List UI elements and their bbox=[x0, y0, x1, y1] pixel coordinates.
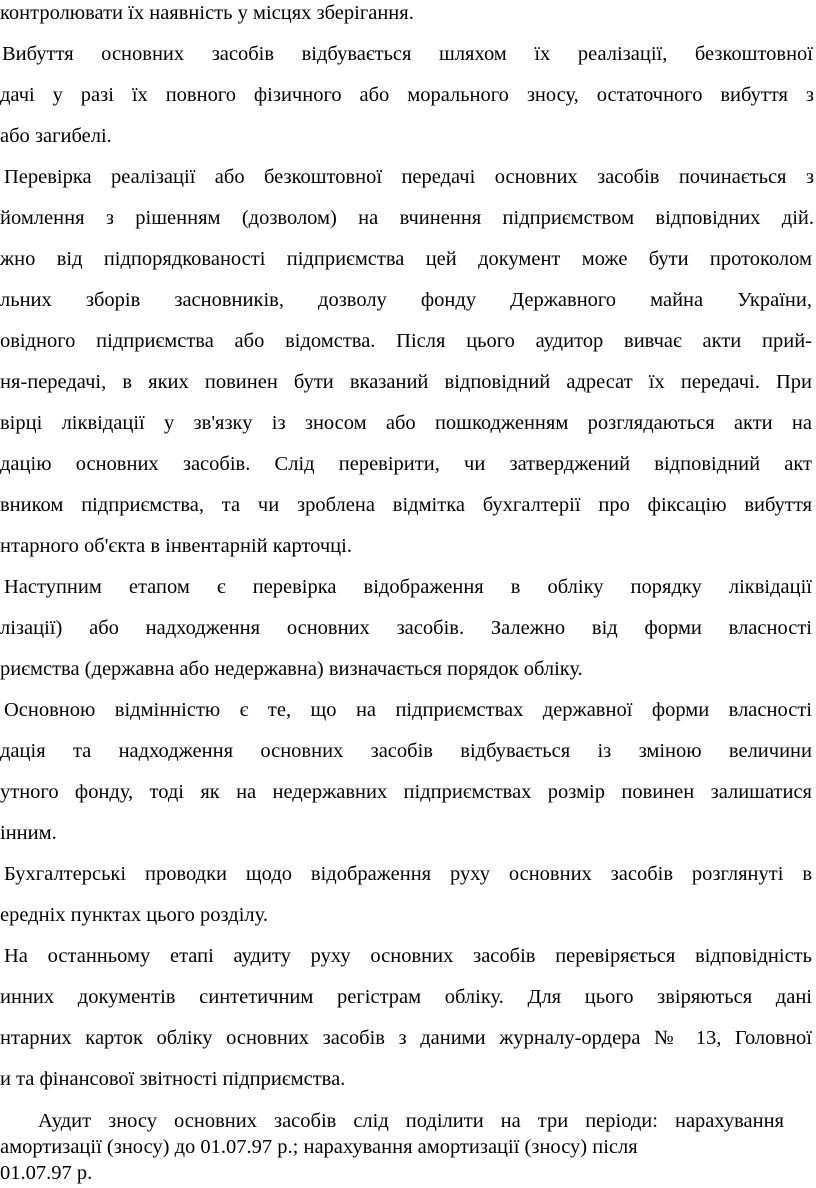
text-line: 01.07.97 р. bbox=[0, 1162, 93, 1184]
text-line: Перевірка реалізації або безкоштовної передачі основних засобів починається з bbox=[4, 166, 814, 188]
text-line: утного фонду, тоді як на недержавних підприємствах розмір повинен залишатися bbox=[0, 781, 812, 803]
text-line: овідного підприємства або відомства. Після цього аудитор вивчає акти прий- bbox=[0, 330, 812, 352]
text-line: дація та надходження основних засобів відбувається із зміною величини bbox=[0, 740, 812, 762]
text-line: контролювати їх наявність у місцях зберігання. bbox=[0, 2, 414, 24]
text-line: або загибелі. bbox=[0, 125, 112, 147]
text-line: Наступним етапом є перевірка відображення в обліку порядку ліквідації bbox=[4, 576, 812, 598]
text-line: ередніх пунктах цього розділу. bbox=[0, 904, 268, 926]
text-line: жно від підпорядкованості підприємства цей документ може бути протоколом bbox=[0, 248, 812, 270]
text-line: нтарного об'єкта в інвентарній карточці. bbox=[0, 535, 352, 557]
text-line: дацію основних засобів. Слід перевірити, чи затверджений відповідний акт bbox=[0, 453, 812, 475]
text-line: Вибуття основних засобів відбувається шляхом їх реалізації, безкоштовної bbox=[2, 43, 813, 65]
text-line: йомлення з рішенням (дозволом) на вчинення підприємством відповідних дій. bbox=[0, 207, 814, 229]
text-line: інним. bbox=[0, 822, 57, 844]
text-line: Бухгалтерські проводки щодо відображення руху основних засобів розглянуті в bbox=[4, 863, 812, 885]
text-line: льних зборів засновників, дозволу фонду Державного майна України, bbox=[0, 289, 812, 311]
text-line: На останньому етапі аудиту руху основних засобів перевіряється відповідність bbox=[4, 945, 812, 967]
text-line: инних документів синтетичним регістрам обліку. Для цього звіряються дані bbox=[0, 986, 812, 1008]
text-line: и та фінансової звітності підприємства. bbox=[0, 1068, 346, 1090]
text-line: вником підприємства, та чи зроблена відмітка бухгалтерії про фіксацію вибуття bbox=[0, 494, 812, 516]
text-line: амортизації (зносу) до 01.07.97 р.; нарахування амортизації (зносу) після bbox=[0, 1136, 638, 1158]
text-line: ня-передачі, в яких повинен бути вказаний відповідний адресат їх передачі. При bbox=[0, 371, 812, 393]
text-line: вірці ліквідації у зв'язку із зносом або пошкодженням розглядаються акти на bbox=[0, 412, 812, 434]
text-line: дачі у разі їх повного фізичного або морального зносу, остаточного вибуття з bbox=[0, 84, 814, 106]
text-line: нтарних карток обліку основних засобів з даними журналу-ордера № 13, Головної bbox=[0, 1027, 812, 1049]
text-line: риємства (державна або недержавна) визначається порядок обліку. bbox=[0, 658, 583, 680]
text-line: лізації) або надходження основних засобів. Залежно від форми власності bbox=[0, 617, 812, 639]
text-line: Аудит зносу основних засобів слід поділити на три періоди: нарахування bbox=[38, 1110, 784, 1132]
text-line: Основною відмінністю є те, що на підприємствах державної форми власності bbox=[4, 699, 812, 721]
